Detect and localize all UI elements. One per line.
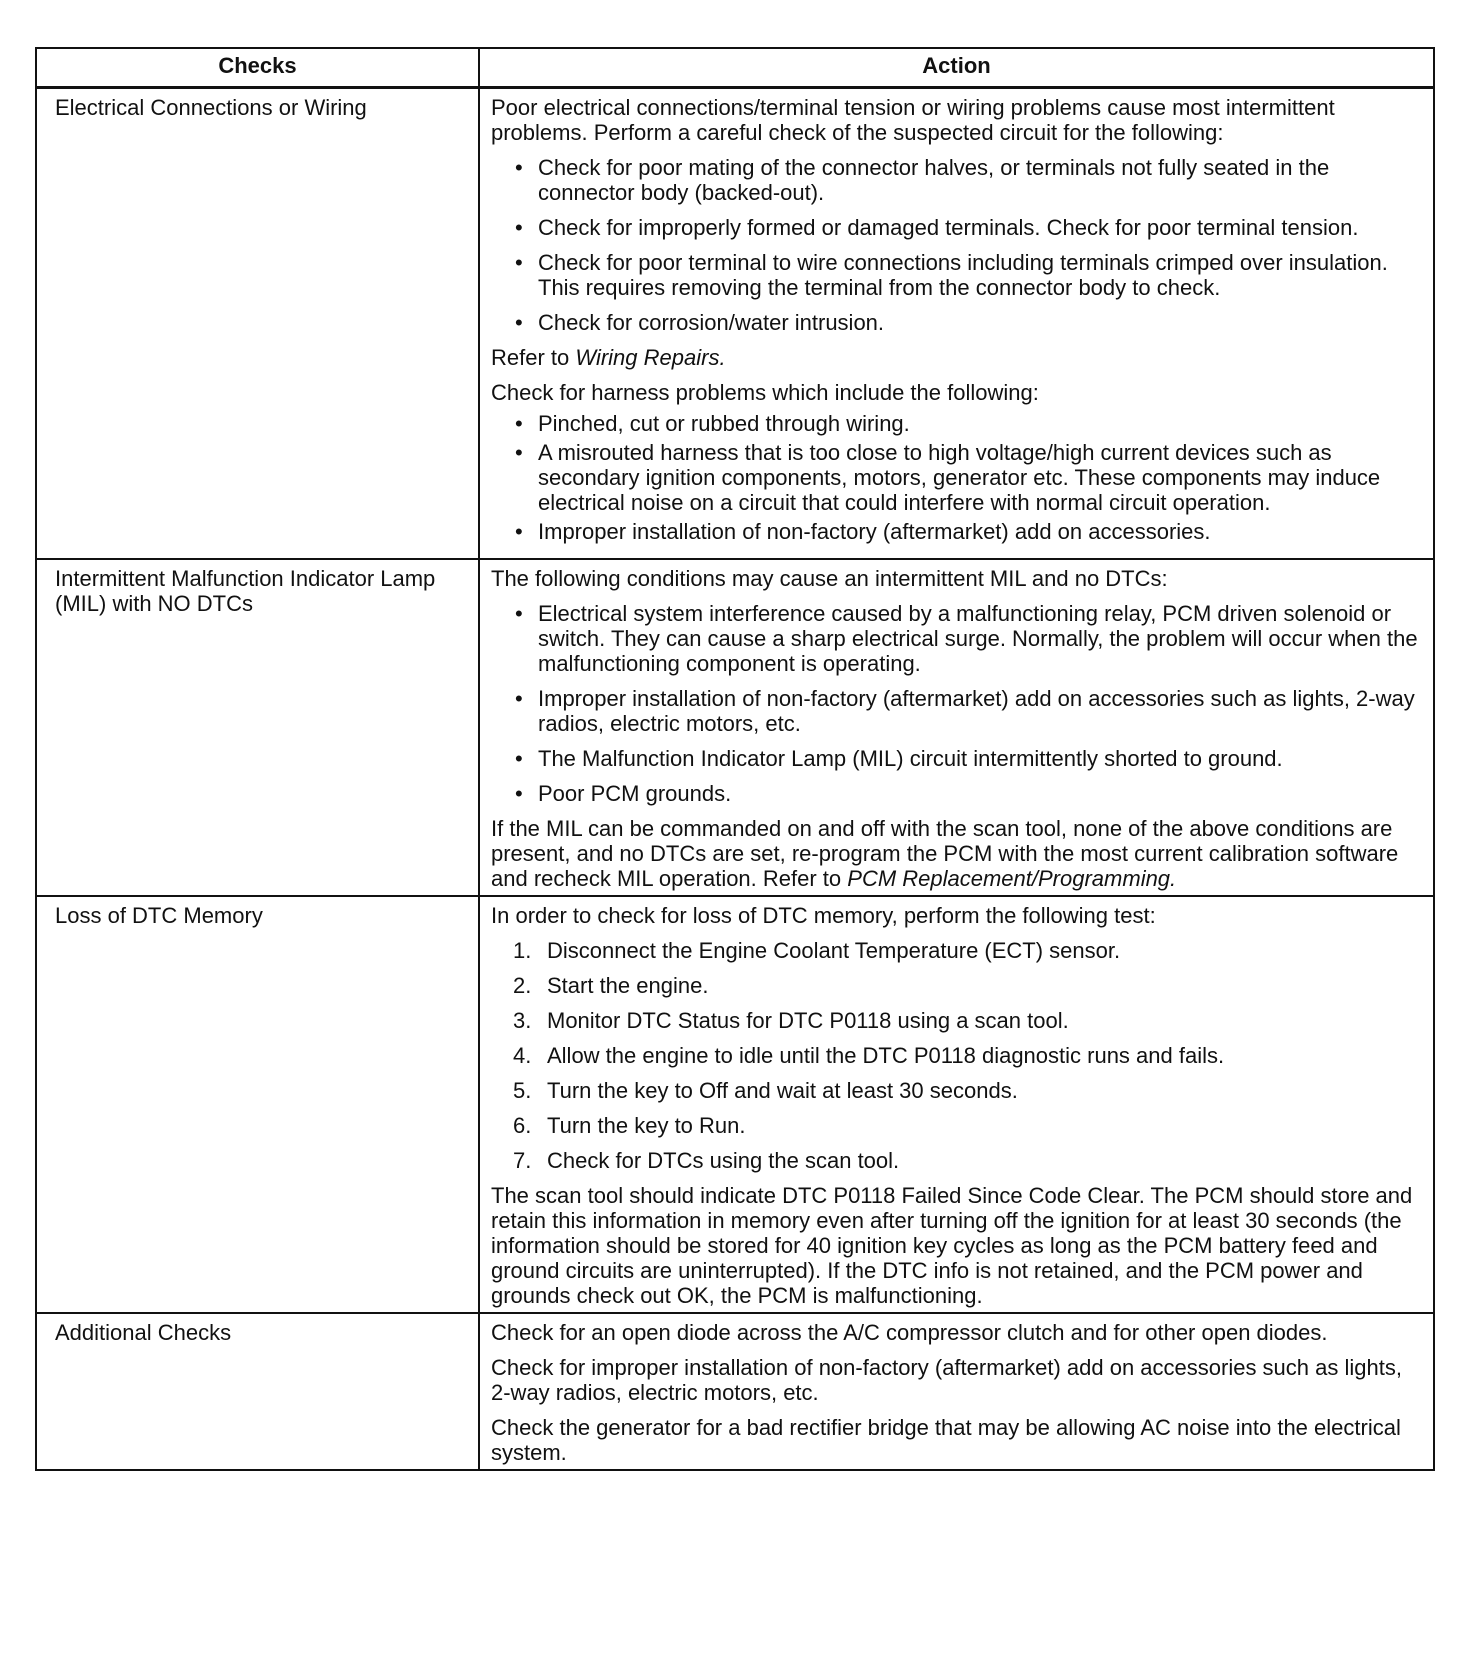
harness-intro: Check for harness problems which include the following: [491, 380, 1039, 405]
step-text: Check for DTCs using the scan tool. [547, 1148, 900, 1173]
table-row-intermittent-mil [36, 559, 1434, 896]
list-item: • Improper installation of non-factory (aftermarket) add on accessories such as lights, 2-way radios, electric motors, etc. [491, 686, 1427, 736]
table-row-loss-of-dtc-memory [36, 896, 1434, 1313]
step-number: 4. [513, 1043, 532, 1068]
action-cell [479, 1313, 1434, 1470]
step-text: Disconnect the Engine Coolant Temperature (ECT) sensor. [547, 938, 1121, 963]
step-text: Start the engine. [547, 973, 709, 998]
check-cell: Loss of DTC Memory [36, 896, 479, 1313]
step-number: 1. [513, 938, 532, 963]
list-item: • Check for corrosion/water intrusion. [491, 310, 1427, 335]
list-item [491, 938, 1427, 963]
list-item: • Check for poor terminal to wire connections including terminals crimped over insulation. This requires removing the terminal from the connector body to check. [491, 250, 1427, 300]
check-cell: Electrical Connections or Wiring [36, 88, 479, 560]
list-item: • Electrical system interference caused by a malfunctioning relay, PCM driven solenoid or switch. They can cause a sharp electrical surge. Normally, the problem will occur when the malfunctioning component is operating. [491, 601, 1427, 676]
action-paragraph: Check for improper installation of non-factory (aftermarket) add on accessories such as lights, 2-way radios, electric motors, etc. [491, 1355, 1402, 1405]
step-number: 6. [513, 1113, 532, 1138]
list-item [491, 1148, 1427, 1173]
table-header-row [36, 48, 1434, 88]
reference-title: Wiring Repairs. [575, 345, 726, 370]
list-item: • Improper installation of non-factory (aftermarket) add on accessories. [491, 519, 1427, 544]
list-item: • Check for improperly formed or damaged terminals. Check for poor terminal tension. [491, 215, 1427, 240]
step-text: Turn the key to Off and wait at least 30 seconds. [547, 1078, 1018, 1103]
action-cell [479, 559, 1434, 896]
step-text: Turn the key to Run. [547, 1113, 746, 1138]
reference-title: PCM Replacement/Programming. [847, 866, 1177, 891]
bullet-list [491, 601, 1427, 806]
action-outro [491, 816, 1427, 891]
step-number: 5. [513, 1078, 532, 1103]
check-cell: Additional Checks [36, 1313, 479, 1470]
step-text: Monitor DTC Status for DTC P0118 using a scan tool. [547, 1008, 1069, 1033]
action-paragraph: Check the generator for a bad rectifier bridge that may be allowing AC noise into the electrical system. [491, 1415, 1401, 1465]
outro-text: If the MIL can be commanded on and off with the scan tool, none of the above conditions are present, and no DTCs are set, re-program the PCM with the most current calibration software and recheck MIL operation. Refer to [491, 816, 1399, 891]
reference-prefix: Refer to [491, 345, 576, 370]
list-item: • A misrouted harness that is too close to high voltage/high current devices such as secondary ignition components, motors, generator etc. These components may induce electrical noise on a circuit that could interfere with normal circuit operation. [491, 440, 1427, 515]
table-row-electrical-connections [36, 88, 1434, 560]
table-row-additional-checks [36, 1313, 1434, 1470]
action-intro: The following conditions may cause an intermittent MIL and no DTCs: [491, 566, 1168, 591]
step-list [491, 938, 1427, 1173]
check-cell: Intermittent Malfunction Indicator Lamp (MIL) with NO DTCs [36, 559, 479, 896]
diagnostic-checks-table [35, 47, 1435, 1471]
list-item [491, 973, 1427, 998]
list-item: • Poor PCM grounds. [491, 781, 1427, 806]
column-header-checks: Checks [36, 48, 479, 88]
action-cell [479, 896, 1434, 1313]
step-number: 7. [513, 1148, 532, 1173]
bullet-list [491, 411, 1427, 544]
list-item [491, 1113, 1427, 1138]
bullet-list [491, 155, 1427, 335]
column-header-action: Action [479, 48, 1434, 88]
list-item [491, 1043, 1427, 1068]
action-intro: Poor electrical connections/terminal tension or wiring problems cause most intermittent problems. Perform a careful check of the suspected circuit for the following: [491, 95, 1335, 145]
reference-note [491, 345, 1427, 370]
list-item [491, 1078, 1427, 1103]
action-paragraph: Check for an open diode across the A/C compressor clutch and for other open diodes. [491, 1320, 1328, 1345]
list-item: • Check for poor mating of the connector halves, or terminals not fully seated in the connector body (backed-out). [491, 155, 1427, 205]
action-cell [479, 88, 1434, 560]
list-item [491, 1008, 1427, 1033]
list-item: • Pinched, cut or rubbed through wiring. [491, 411, 1427, 436]
action-outro: The scan tool should indicate DTC P0118 Failed Since Code Clear. The PCM should store and retain this information in memory even after turning off the ignition for at least 30 seconds (the information should be stored for 40 ignition key cycles as long as the PCM battery feed and ground circuits are uninterrupted). If the DTC info is not retained, and the PCM power and grounds check out OK, the PCM is malfunctioning. [491, 1183, 1413, 1308]
step-number: 2. [513, 973, 532, 998]
step-text: Allow the engine to idle until the DTC P0118 diagnostic runs and fails. [547, 1043, 1225, 1068]
action-intro: In order to check for loss of DTC memory, perform the following test: [491, 903, 1156, 928]
list-item: • The Malfunction Indicator Lamp (MIL) circuit intermittently shorted to ground. [491, 746, 1427, 771]
step-number: 3. [513, 1008, 532, 1033]
